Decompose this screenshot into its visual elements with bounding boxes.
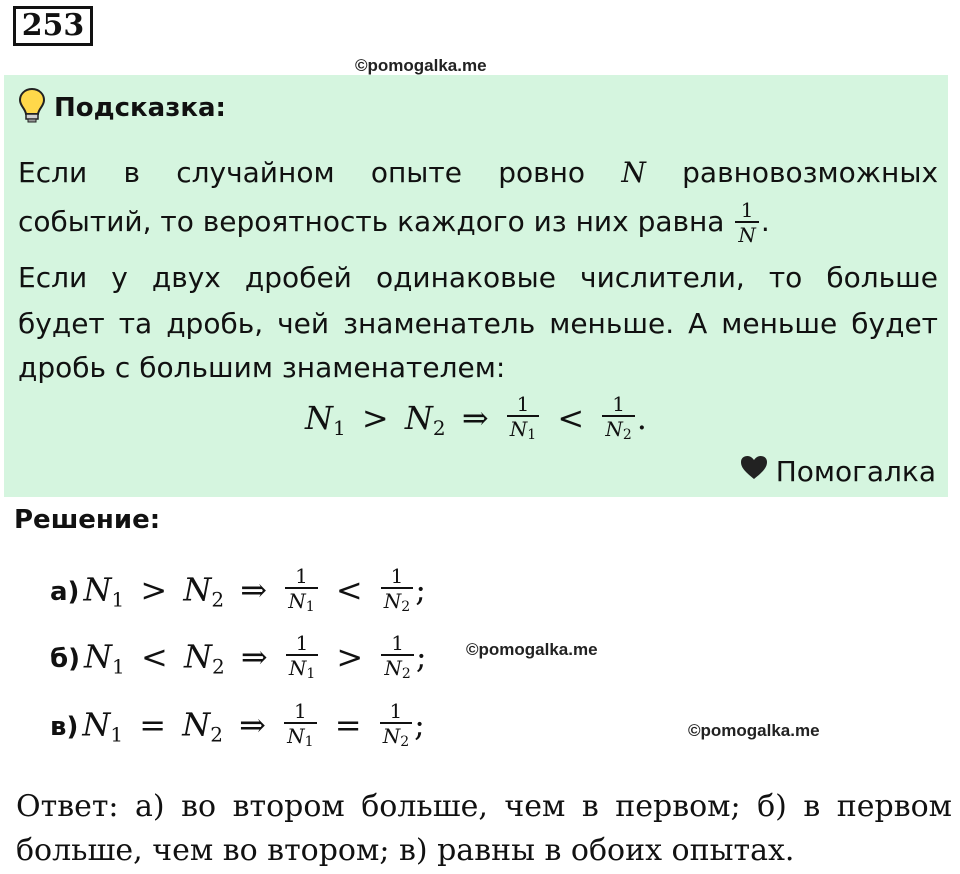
hint-p1-line2 xyxy=(18,199,938,247)
solution-title: Решение: xyxy=(14,505,161,535)
var-n: N xyxy=(605,417,623,441)
relation: > xyxy=(336,637,364,676)
relation: = xyxy=(334,705,362,744)
solution-row-b xyxy=(50,632,427,686)
sub: 1 xyxy=(111,587,125,612)
frac-num: 1 xyxy=(390,564,404,588)
brand-name: Помогалка xyxy=(775,455,936,488)
relation: > xyxy=(140,570,168,609)
frac-num: 1 xyxy=(391,631,404,655)
frac-num: 1 xyxy=(295,631,309,655)
answer-text: Ответ: а) во втором больше, чем в первом; б) в первом больше, чем во втором; в) равны в обоих опытах. xyxy=(16,789,952,868)
frac-den xyxy=(381,654,413,686)
hint-p2-line3: дробь с большим знаменателем: xyxy=(18,351,506,384)
var-n: N xyxy=(288,656,307,680)
hint-text: Если в случайном опыте ровно xyxy=(18,156,586,189)
sub: 1 xyxy=(112,654,125,679)
var-n: N xyxy=(288,589,306,613)
relation: = xyxy=(139,705,167,744)
hint-p2-line2: будет та дробь, чей знаменатель меньше. А меньше будет xyxy=(18,307,938,340)
semicolon: ; xyxy=(415,570,426,609)
hint-p1-line1 xyxy=(18,150,938,196)
var-n: N xyxy=(382,724,401,748)
sub: 1 xyxy=(304,734,314,750)
hint-box xyxy=(4,75,948,497)
semicolon: ; xyxy=(414,705,425,744)
frac-num: 1 xyxy=(293,699,307,723)
row-label: в) xyxy=(50,712,79,742)
problem-number: 253 xyxy=(13,6,93,46)
heart-icon xyxy=(740,455,768,488)
var-n: N xyxy=(305,398,334,437)
implies: ⇒ xyxy=(239,705,266,744)
var-n: N xyxy=(384,656,402,680)
sub: 2 xyxy=(401,666,411,682)
sub: 1 xyxy=(110,722,124,747)
sub: 1 xyxy=(305,599,315,615)
hint-text: равновозможных xyxy=(682,156,939,189)
frac-num: 1 xyxy=(516,392,530,416)
relation: < xyxy=(335,570,363,609)
sub: 2 xyxy=(211,587,225,612)
hint-text: событий, то вероятность каждого из них равна xyxy=(18,205,725,238)
frac-den xyxy=(284,722,316,754)
var-n: N xyxy=(83,570,112,609)
var-n: N xyxy=(182,705,211,744)
var-n: N xyxy=(183,570,212,609)
sub: 1 xyxy=(527,427,537,443)
sub: 2 xyxy=(400,734,410,750)
frac-den xyxy=(381,587,413,619)
sub: 2 xyxy=(210,722,223,747)
var-n: N xyxy=(383,589,402,613)
var-n: N xyxy=(621,156,646,189)
frac-num: 1 xyxy=(740,198,754,222)
sub: 1 xyxy=(306,666,316,682)
frac-num: 1 xyxy=(389,699,403,723)
watermark: ©pomogalka.me xyxy=(355,56,487,75)
sub: 1 xyxy=(333,415,346,440)
var-n: N xyxy=(82,705,111,744)
solution-row-c xyxy=(50,700,425,754)
frac-den xyxy=(602,415,634,447)
var-n: N xyxy=(287,724,305,748)
hint-title: Подсказка: xyxy=(54,92,226,123)
fraction-1-over-n xyxy=(735,199,759,247)
semicolon: ; xyxy=(415,637,427,676)
var-n: N xyxy=(509,417,528,441)
brand xyxy=(740,455,936,488)
implies: ⇒ xyxy=(240,570,268,609)
row-label: а) xyxy=(50,577,80,607)
hint-text: . xyxy=(760,205,770,238)
sub: 2 xyxy=(211,654,225,679)
frac-den xyxy=(380,722,412,754)
implies: ⇒ xyxy=(461,398,489,437)
var-n: N xyxy=(404,398,433,437)
var-n: N xyxy=(84,637,113,676)
solution-row-a xyxy=(50,565,426,619)
hint-formula xyxy=(4,393,948,447)
var-n: N xyxy=(183,637,212,676)
period: . xyxy=(636,398,647,437)
hint-p2-line1: Если у двух дробей одинаковые числители, то больше xyxy=(18,261,938,294)
hint-header xyxy=(18,87,226,128)
sub: 2 xyxy=(401,599,411,615)
relation: < xyxy=(557,398,585,437)
relation: < xyxy=(140,637,168,676)
sub: 2 xyxy=(432,415,446,440)
row-label: б) xyxy=(50,644,81,674)
frac-den xyxy=(286,654,318,686)
relation: > xyxy=(361,398,389,437)
frac-num: 1 xyxy=(295,564,308,588)
frac-den xyxy=(285,587,317,619)
frac-den xyxy=(507,415,539,447)
implies: ⇒ xyxy=(240,637,268,676)
frac-den: N xyxy=(735,221,759,247)
frac-num: 1 xyxy=(612,392,625,416)
lightbulb-icon xyxy=(18,87,46,128)
sub: 2 xyxy=(622,427,632,443)
watermark: ©pomogalka.me xyxy=(466,640,598,659)
watermark: ©pomogalka.me xyxy=(688,721,820,740)
